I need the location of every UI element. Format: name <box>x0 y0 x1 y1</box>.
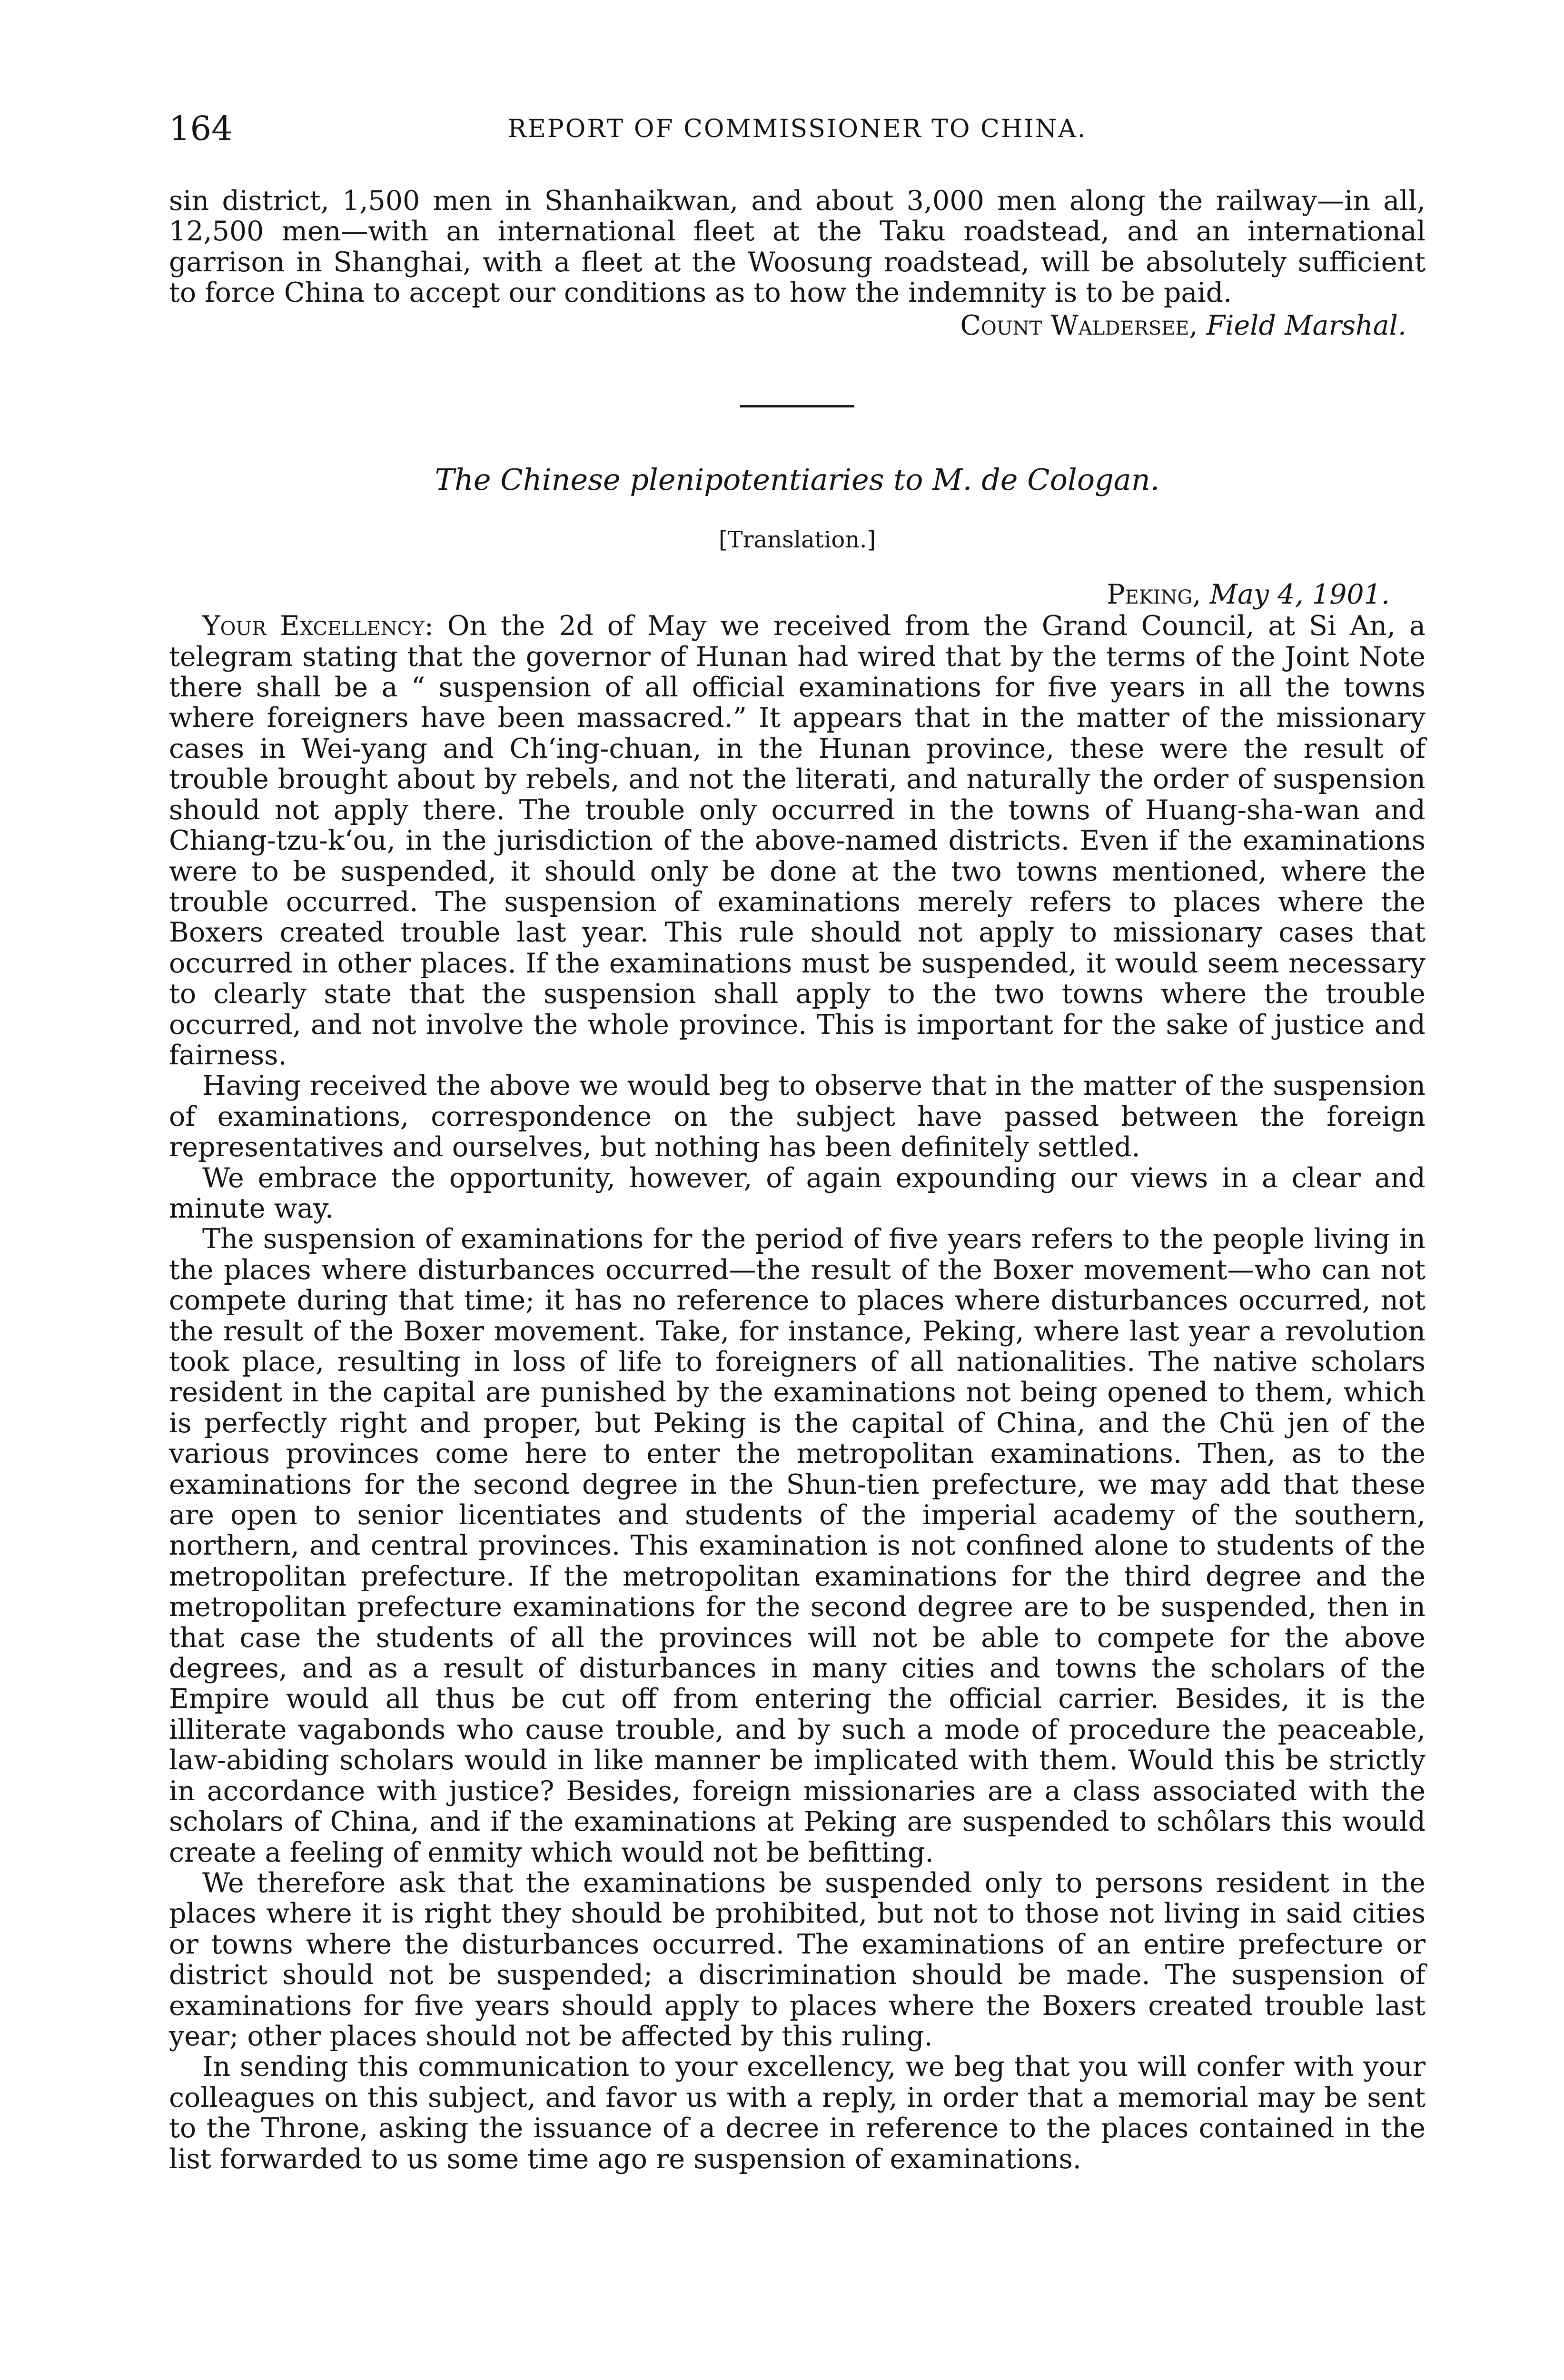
letter-dateline <box>169 579 1425 610</box>
signature-line <box>169 310 1425 341</box>
section-divider <box>740 405 854 407</box>
paragraph-text: On the 2d of May we received from the Grand Council, at Si An, a telegram stating that the governor of Hunan had wired that by the terms of the Joint Note there shall be a “ suspension of all official examinations for five years in all the towns where foreigners have been massacred.” It appears that in the matter of the missionary cases in Wei-yang and Ch‘ing-chuan, in the Hunan province, these were the result of trouble brought about by rebels, and not the literati, and naturally the order of suspension should not apply there. The trouble only occurred in the towns of Huang-sha-wan and Chiang-tzu-k‘ou, in the jurisdiction of the above-named districts. Even if the examinations were to be suspended, it should only be done at the two towns mentioned, where the trouble occurred. The suspension of examinations merely refers to places where the Boxers created trouble last year. This rule should not apply to missionary cases that occurred in other places. If the examinations must be suspended, it would seem necessary to clearly state that the suspension shall apply to the two towns where the trouble occurred, and not involve the whole province. This is important for the sake of justice and fairness. <box>169 610 1425 1071</box>
page-header <box>169 109 1425 148</box>
body-paragraph: In sending this communication to your excellency, we beg that you will confer with your colleagues on this subject, and favor us with a reply, in order that a memorial may be sent to the Throne, asking the issuance of a decree in reference to the places contained in the list forwarded to us some time ago re suspension of examinations. <box>169 2051 1425 2175</box>
salutation: Your Excellency: <box>202 610 434 642</box>
dateline-place: Peking, <box>1107 578 1201 610</box>
dateline-date: May 4, 1901. <box>1209 578 1390 610</box>
letter-title: The Chinese plenipotentiaries to M. de Cologan. <box>435 462 1160 497</box>
signature-title: Field Marshal. <box>1206 309 1406 341</box>
continuation-paragraph: sin district, 1,500 men in Shanhaikwan, and about 3,000 men along the railway—in all, 12,500 men—with an international fleet at the Taku roadstead, and an international garrison in Shanghai, with a fleet at the Woosung roadstead, will be absolutely sufficient to force China to accept our conditions as to how the indemnity is to be paid. <box>169 185 1425 309</box>
running-head: REPORT OF COMMISSIONER TO CHINA. <box>507 115 1087 143</box>
body-paragraph: The suspension of examinations for the period of five years refers to the people living in the places where disturbances occurred—the result of the Boxer movement—who can not compete during that time; it has no reference to places where disturbances occurred, not the result of the Boxer movement. Take, for instance, Peking, where last year a revolution took place, resulting in loss of life to foreigners of all nationalities. The native scholars resident in the capital are punished by the examinations not being opened to them, which is perfectly right and proper, but Peking is the capital of China, and the Chü jen of the various provinces come here to enter the metropolitan examinations. Then, as to the examinations for the second degree in the Shun-tien prefecture, we may add that these are open to senior licentiates and students of the imperial academy of the southern, northern, and central provinces. This examination is not confined alone to students of the metropolitan prefecture. If the metropolitan examinations for the third degree and the metropolitan prefecture examinations for the second degree are to be suspended, then in that case the students of all the provinces will not be able to compete for the above degrees, and as a result of disturbances in many cities and towns the scholars of the Empire would all thus be cut off from entering the official carrier. Besides, it is the illiterate vagabonds who cause trouble, and by such a mode of procedure the peaceable, law-abiding scholars would in like manner be implicated with them. Would this be strictly in accordance with justice? Besides, foreign missionaries are a class associated with the scholars of China, and if the examinations at Peking are suspended to schôlars this would create a feeling of enmity which would not be befitting. <box>169 1223 1425 1868</box>
page-body <box>169 186 1425 2174</box>
body-paragraph: We therefore ask that the examinations be suspended only to persons resident in the places where it is right they should be prohibited, but not to those not living in said cities or towns where the disturbances occurred. The examinations of an entire prefecture or district should not be suspended; a discrimination should be made. The suspension of examinations for five years should apply to places where the Boxers created trouble last year; other places should not be affected by this ruling. <box>169 1867 1425 2052</box>
signature-name: Count Waldersee, <box>960 309 1198 341</box>
translation-note: [Translation.] <box>718 526 876 554</box>
body-paragraph: Having received the above we would beg to observe that in the matter of the suspension of examinations, correspondence on the subject have passed between the foreign representatives and ourselves, but nothing has been definitely settled. <box>169 1070 1425 1163</box>
body-paragraph: We embrace the opportunity, however, of again expounding our views in a clear and minute way. <box>169 1162 1425 1224</box>
page-number: 164 <box>169 109 233 148</box>
body-paragraph <box>169 611 1425 1071</box>
